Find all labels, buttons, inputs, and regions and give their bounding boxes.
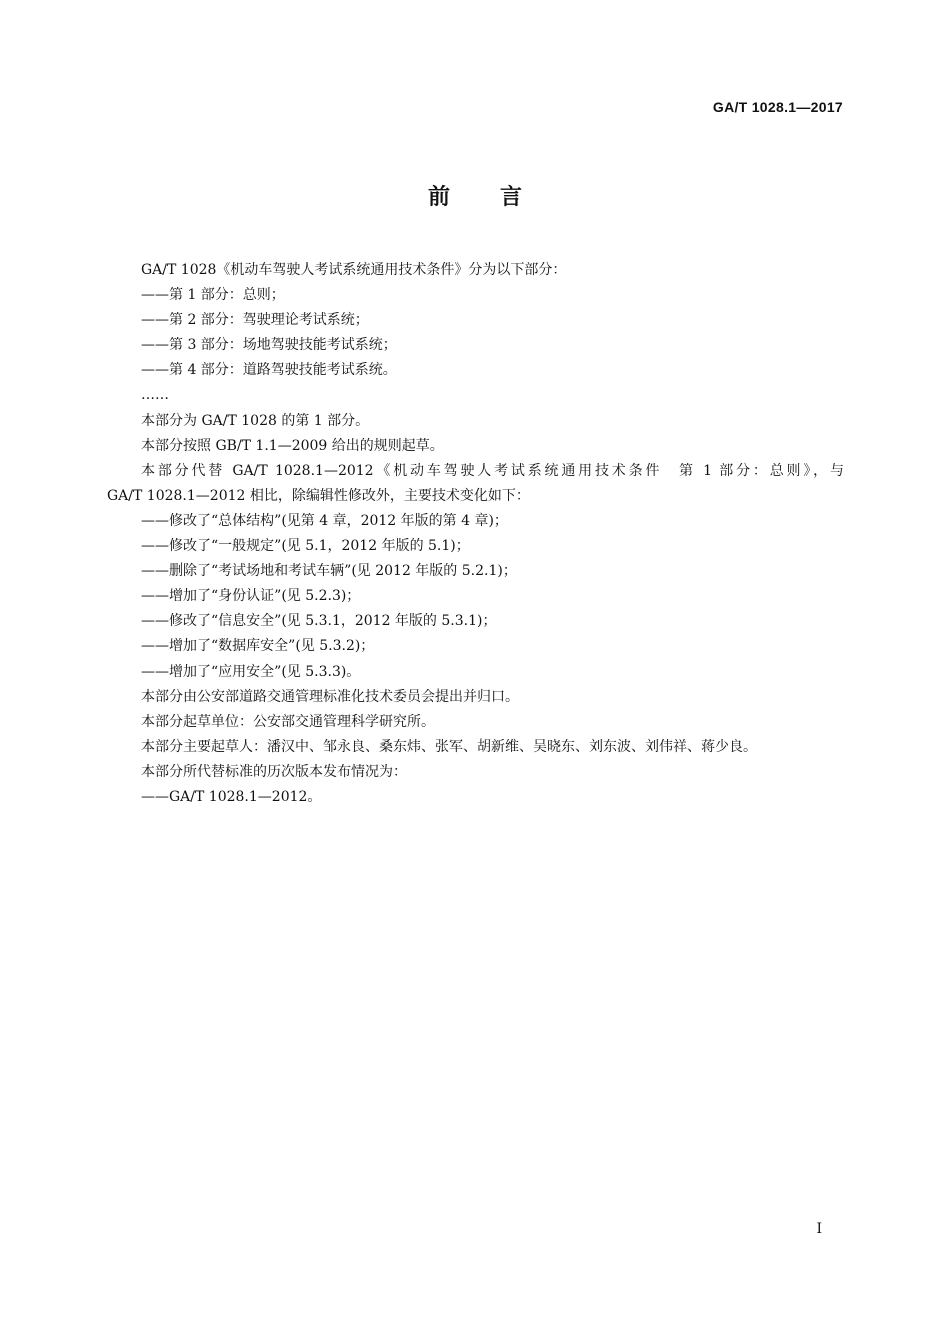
paragraph-drafting-unit: 本部分起草单位：公安部交通管理科学研究所。 [141,713,435,730]
paragraph-drafting-rules: 本部分按照 GB/T 1.1—2009 给出的规则起草。 [141,437,444,454]
list-item-part-1: ——第 1 部分：总则； [141,287,285,304]
history-item-1: ——GA/T 1028.1—2012。 [141,788,322,805]
list-item-part-4: ——第 4 部分：道路驾驶技能考试系统。 [141,362,397,379]
paragraph-replaces-continued: GA/T 1028.1—2012 相比，除编辑性修改外，主要技术变化如下： [107,487,530,504]
paragraph-history: 本部分所代替标准的历次版本发布情况为： [141,763,407,780]
title-part-1: 前 [427,185,450,210]
change-item-4: ——增加了“身份认证”(见 5.2.3)； [141,588,361,605]
paragraph-proposed-by: 本部分由公安部道路交通管理标准化技术委员会提出并归口。 [141,688,519,705]
title-part-2: 言 [500,185,523,210]
page-title [0,180,950,211]
change-item-3: ——删除了“考试场地和考试车辆”(见 2012 年版的 5.2.1)； [141,563,517,580]
paragraph-part-statement: 本部分为 GA/T 1028 的第 1 部分。 [141,412,370,429]
paragraph-replaces: 本部分代替 GA/T 1028.1—2012《机动车驾驶人考试系统通用技术条件 第 1 部分：总则》，与 [141,462,844,479]
change-item-5: ——修改了“信息安全”(见 5.3.1，2012 年版的 5.3.1)； [141,613,497,630]
list-item-part-2: ——第 2 部分：驾驶理论考试系统； [141,312,369,329]
change-item-6: ——增加了“数据库安全”(见 5.3.2)； [141,638,375,655]
standard-code: GA/T 1028.1—2017 [712,99,843,115]
paragraph-drafters: 本部分主要起草人：潘汉中、邹永良、桑东炜、张军、胡新维、吴晓东、刘东波、刘伟祥、蒋少良。 [141,738,757,755]
change-item-1: ——修改了“总体结构”(见第 4 章，2012 年版的第 4 章)； [141,512,508,529]
change-item-7: ——增加了“应用安全”(见 5.3.3)。 [141,663,361,680]
foreword-body [107,258,844,810]
paragraph-intro: GA/T 1028《机动车驾驶人考试系统通用技术条件》分为以下部分： [141,262,567,278]
list-item-part-3: ——第 3 部分：场地驾驶技能考试系统； [141,337,397,354]
page-number: I [816,1221,822,1237]
ellipsis-line: …… [141,387,169,404]
change-item-2: ——修改了“一般规定”(见 5.1，2012 年版的 5.1)； [141,538,470,555]
